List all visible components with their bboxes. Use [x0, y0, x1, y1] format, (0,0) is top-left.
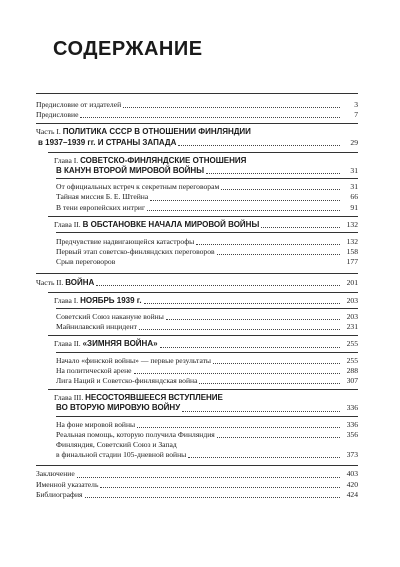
page-number: 91 [350, 202, 358, 212]
page-number: 203 [346, 295, 358, 305]
page-number: 336 [346, 419, 358, 429]
chapter-heading-cont[interactable]: В КАНУН ВТОРОЙ МИРОВОЙ ВОЙНЫ 31 [56, 166, 358, 176]
toc-entry[interactable]: Срыв переговоров 177 [56, 257, 358, 267]
chapter-heading[interactable]: Глава I. СОВЕТСКО-ФИНЛЯНДСКИЕ ОТНОШЕНИЯ [54, 155, 247, 165]
chapter-heading-cont[interactable]: ВО ВТОРУЮ МИРОВУЮ ВОЙНУ 336 [56, 403, 358, 413]
chapter-heading[interactable]: Глава I. НОЯБРЬ 1939 г. 203 [54, 295, 358, 305]
toc-entry[interactable]: Майнилавский инцидент 231 [56, 322, 358, 332]
toc-entry-cont[interactable]: в финальной стадии 105-дневной войны 373 [56, 450, 358, 460]
toc-entry[interactable]: На политической арене 288 [56, 365, 358, 375]
page-number: 420 [346, 479, 358, 489]
page-number: 336 [346, 403, 358, 413]
toc-entry[interactable]: Заключение 403 [36, 469, 358, 479]
page-number: 203 [346, 312, 358, 322]
page-number: 31 [350, 166, 358, 176]
part-heading[interactable]: Часть I. ПОЛИТИКА СССР В ОТНОШЕНИИ ФИНЛЯНДИИ [36, 127, 251, 137]
toc-entry[interactable]: Предчувствие надвигающейся катастрофы 132 [56, 237, 358, 247]
page-number: 132 [346, 219, 358, 229]
chapter-heading[interactable]: Глава II. «ЗИМНЯЯ ВОЙНА» 255 [54, 339, 358, 349]
toc-entry[interactable]: Библиография 424 [36, 489, 358, 499]
toc-entry[interactable]: Советский Союз накануне войны 203 [56, 312, 358, 322]
page-number: 132 [346, 237, 358, 247]
toc-entry[interactable]: Начало «финской войны» — первые результаты 255 [56, 355, 358, 365]
page-number: 373 [346, 450, 358, 460]
toc-entry[interactable]: Именной указатель 420 [36, 479, 358, 489]
page-number: 403 [346, 469, 358, 479]
chapter-heading[interactable]: Глава III. НЕСОСТОЯВШЕЕСЯ ВСТУПЛЕНИЕ [54, 393, 223, 403]
page-number: 255 [346, 355, 358, 365]
toc-entry[interactable]: Реальная помощь, которую получила Финляндия 356 [56, 429, 358, 439]
page-number: 7 [354, 110, 358, 120]
part-heading-cont[interactable]: в 1937–1939 гг. И СТРАНЫ ЗАПАДА 29 [38, 137, 358, 147]
page-number: 231 [346, 322, 358, 332]
page-number: 66 [350, 192, 358, 202]
page-number: 424 [346, 489, 358, 499]
toc-entry[interactable]: В тени европейских интриг 91 [56, 202, 358, 212]
page-number: 158 [346, 247, 358, 257]
page-number: 177 [346, 257, 358, 267]
toc-entry[interactable]: Тайная миссия Б. Е. Штейна 66 [56, 192, 358, 202]
page-number: 356 [346, 429, 358, 439]
toc-entry[interactable]: Предисловие 7 [36, 110, 358, 120]
toc-entry[interactable]: Финляндия, Советский Союз и Запад [56, 440, 177, 450]
toc-entry[interactable]: Первый этап советско-финляндских переговоров 158 [56, 247, 358, 257]
page-number: 255 [346, 339, 358, 349]
chapter-heading[interactable]: Глава II. В ОБСТАНОВКЕ НАЧАЛА МИРОВОЙ ВОЙНЫ 132 [54, 219, 358, 229]
page-title: СОДЕРЖАНИЕ [53, 38, 203, 60]
part-heading[interactable]: Часть II. ВОЙНА 201 [36, 277, 358, 287]
toc-entry[interactable]: Лига Наций и Советско-финляндская война 307 [56, 376, 358, 386]
page-number: 307 [346, 376, 358, 386]
toc-entry[interactable]: На фоне мировой войны 336 [56, 419, 358, 429]
toc-entry[interactable]: От официальных встреч к секретным переговорам 31 [56, 182, 358, 192]
page-number: 3 [354, 100, 358, 109]
toc-entry[interactable]: Предисловие от издателей 3 [36, 100, 358, 109]
page-number: 29 [350, 137, 358, 147]
page-number: 201 [346, 277, 358, 287]
page-number: 288 [346, 365, 358, 375]
table-of-contents [36, 93, 358, 500]
page-number: 31 [350, 182, 358, 192]
